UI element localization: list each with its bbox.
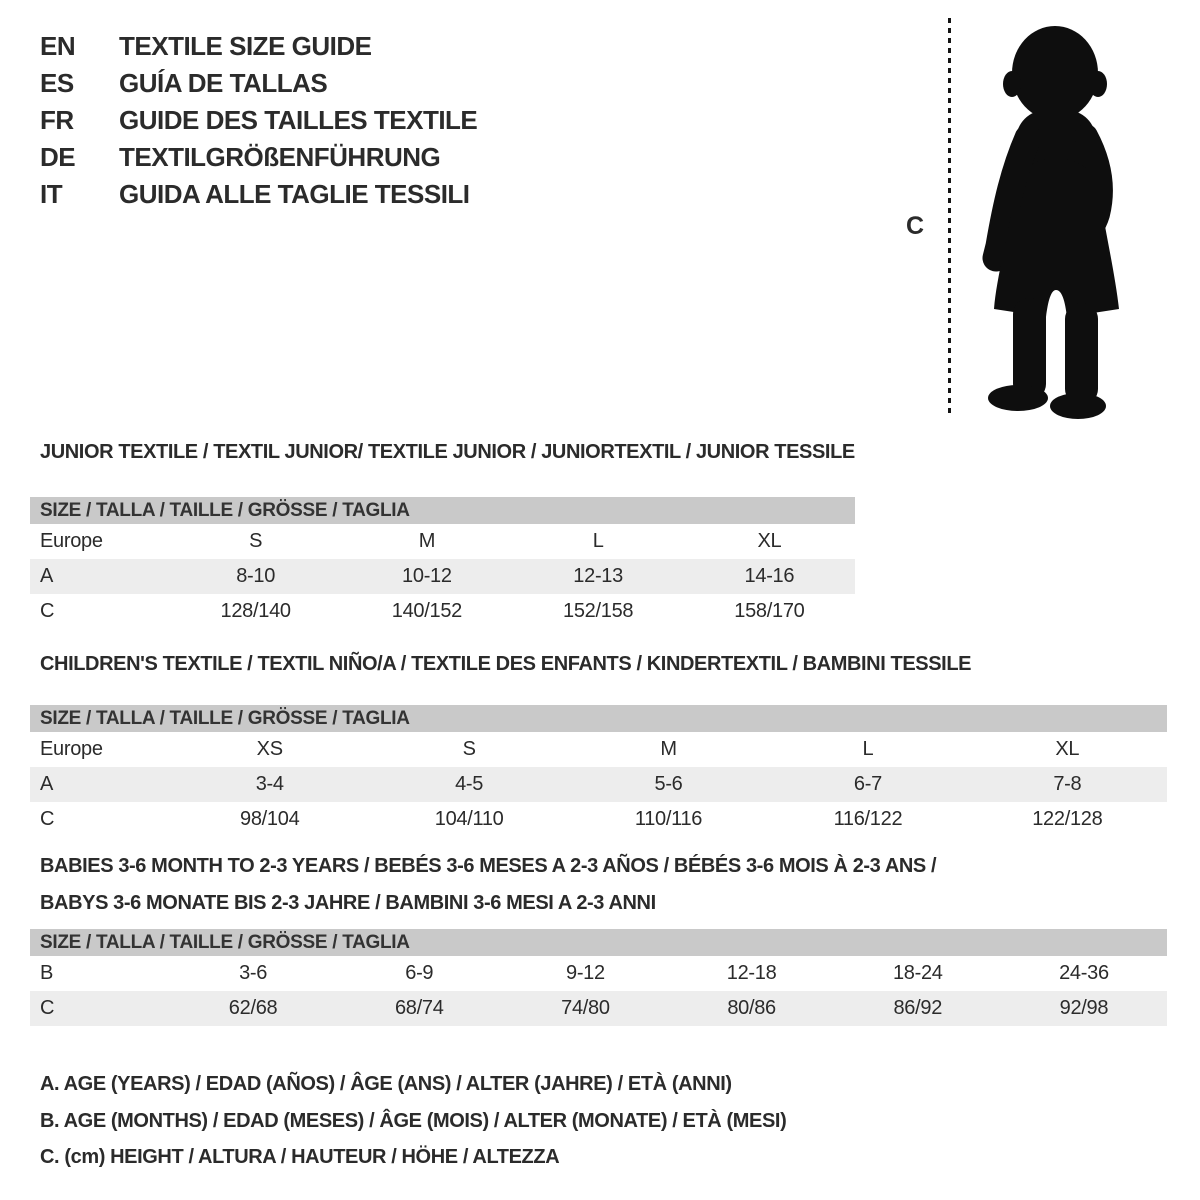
table-cell: 7-8	[1053, 773, 1082, 795]
row-label: B	[40, 962, 54, 984]
table-header-bar: SIZE / TALLA / TAILLE / GRÖSSE / TAGLIA	[30, 705, 1167, 732]
table-cell: 10-12	[402, 565, 452, 587]
table-row	[30, 524, 855, 559]
table-cell: 128/140	[220, 600, 291, 622]
language-code: EN	[40, 31, 76, 61]
table-header-bar: SIZE / TALLA / TAILLE / GRÖSSE / TAGLIA	[30, 929, 1167, 956]
table-cell: 122/128	[1032, 808, 1103, 830]
section-title: JUNIOR TEXTILE / TEXTIL JUNIOR/ TEXTILE JUNIOR / JUNIORTEXTIL / JUNIOR TESSILE	[40, 441, 855, 463]
table-cell: L	[592, 530, 604, 552]
table-cell: 6-7	[853, 773, 882, 795]
table-cell: 104/110	[434, 808, 504, 830]
language-code: FR	[40, 105, 74, 135]
table-cell: XL	[1055, 738, 1080, 760]
legend-line: A. AGE (YEARS) / EDAD (AÑOS) / ÂGE (ANS) / ALTER (JAHRE) / ETÀ (ANNI)	[40, 1073, 732, 1095]
row-label: A	[40, 565, 54, 587]
table-row	[30, 802, 1167, 837]
table-cell: 62/68	[228, 997, 278, 1019]
size-guide-section	[30, 434, 855, 629]
table-cell: 12-13	[573, 565, 623, 587]
size-table	[30, 705, 1167, 837]
section-title: BABIES 3-6 MONTH TO 2-3 YEARS / BEBÉS 3-6 MESES A 2-3 AÑOS / BÉBÉS 3-6 MOIS À 2-3 ANS /	[40, 855, 937, 877]
guide-title: GUIDE DES TAILLES TEXTILE	[119, 105, 478, 135]
row-label: C	[40, 808, 55, 830]
table-cell: 9-12	[566, 962, 605, 984]
size-table	[30, 497, 855, 629]
table-cell: 3-6	[239, 962, 268, 984]
table-row	[30, 594, 855, 629]
table-row	[30, 732, 1167, 767]
table-cell: 6-9	[405, 962, 434, 984]
language-header	[40, 28, 477, 213]
language-code: DE	[40, 142, 76, 172]
table-cell: 5-6	[654, 773, 683, 795]
table-cell: XS	[256, 738, 283, 760]
language-code: ES	[40, 68, 74, 98]
table-cell: M	[418, 530, 436, 552]
row-label: Europe	[40, 738, 103, 760]
table-cell: 8-10	[236, 565, 276, 587]
language-row	[40, 139, 477, 176]
row-label: Europe	[40, 530, 103, 552]
table-cell: 24-36	[1059, 962, 1109, 984]
size-guide-section	[30, 848, 1167, 1026]
table-row	[30, 991, 1167, 1026]
guide-title: TEXTILE SIZE GUIDE	[119, 31, 372, 61]
table-cell: M	[660, 738, 677, 760]
size-guide-section	[30, 646, 1167, 837]
height-measure-label: C	[906, 212, 925, 240]
table-cell: 110/116	[634, 808, 703, 830]
table-row	[30, 559, 855, 594]
size-table	[30, 929, 1167, 1026]
section-title: CHILDREN'S TEXTILE / TEXTIL NIÑO/A / TEXTILE DES ENFANTS / KINDERTEXTIL / BAMBINI TESSILE	[40, 653, 972, 675]
table-cell: 14-16	[744, 565, 795, 587]
height-measure-line	[948, 18, 951, 417]
table-cell: 3-4	[255, 773, 284, 795]
language-row	[40, 28, 477, 65]
table-cell: 140/152	[391, 600, 462, 622]
table-cell: 98/104	[240, 808, 300, 830]
legend	[40, 1066, 786, 1176]
row-label: C	[40, 600, 55, 622]
table-cell: 68/74	[394, 997, 444, 1019]
table-row	[30, 767, 1167, 802]
table-cell: 4-5	[455, 773, 484, 795]
table-cell: 92/98	[1059, 997, 1109, 1019]
table-cell: 116/122	[833, 808, 903, 830]
row-label: C	[40, 997, 55, 1019]
table-cell: 74/80	[561, 997, 610, 1019]
table-cell: L	[862, 738, 874, 760]
legend-line: C. (cm) HEIGHT / ALTURA / HAUTEUR / HÖHE / ALTEZZA	[40, 1146, 560, 1168]
guide-title: GUÍA DE TALLAS	[119, 68, 328, 98]
language-row	[40, 102, 477, 139]
baby-silhouette-icon	[962, 20, 1140, 420]
guide-title: GUIDA ALLE TAGLIE TESSILI	[119, 179, 470, 209]
table-cell: 86/92	[893, 997, 943, 1019]
section-title: BABYS 3-6 MONATE BIS 2-3 JAHRE / BAMBINI 3-6 MESI A 2-3 ANNI	[40, 892, 656, 914]
table-header-bar: SIZE / TALLA / TAILLE / GRÖSSE / TAGLIA	[30, 497, 855, 524]
table-cell: 158/170	[734, 600, 805, 622]
guide-title: TEXTILGRÖßENFÜHRUNG	[119, 142, 441, 172]
table-row	[30, 956, 1167, 991]
table-cell: XL	[757, 530, 782, 552]
table-cell: 152/158	[563, 600, 634, 622]
table-cell: 12-18	[726, 962, 777, 984]
table-cell: 18-24	[892, 962, 943, 984]
language-row	[40, 65, 477, 102]
language-row	[40, 176, 477, 213]
table-cell: S	[249, 530, 263, 552]
language-code: IT	[40, 179, 63, 209]
row-label: A	[40, 773, 54, 795]
legend-line: B. AGE (MONTHS) / EDAD (MESES) / ÂGE (MOIS) / ALTER (MONATE) / ETÀ (MESI)	[40, 1109, 787, 1132]
table-cell: S	[462, 738, 476, 760]
table-cell: 80/86	[727, 997, 776, 1019]
